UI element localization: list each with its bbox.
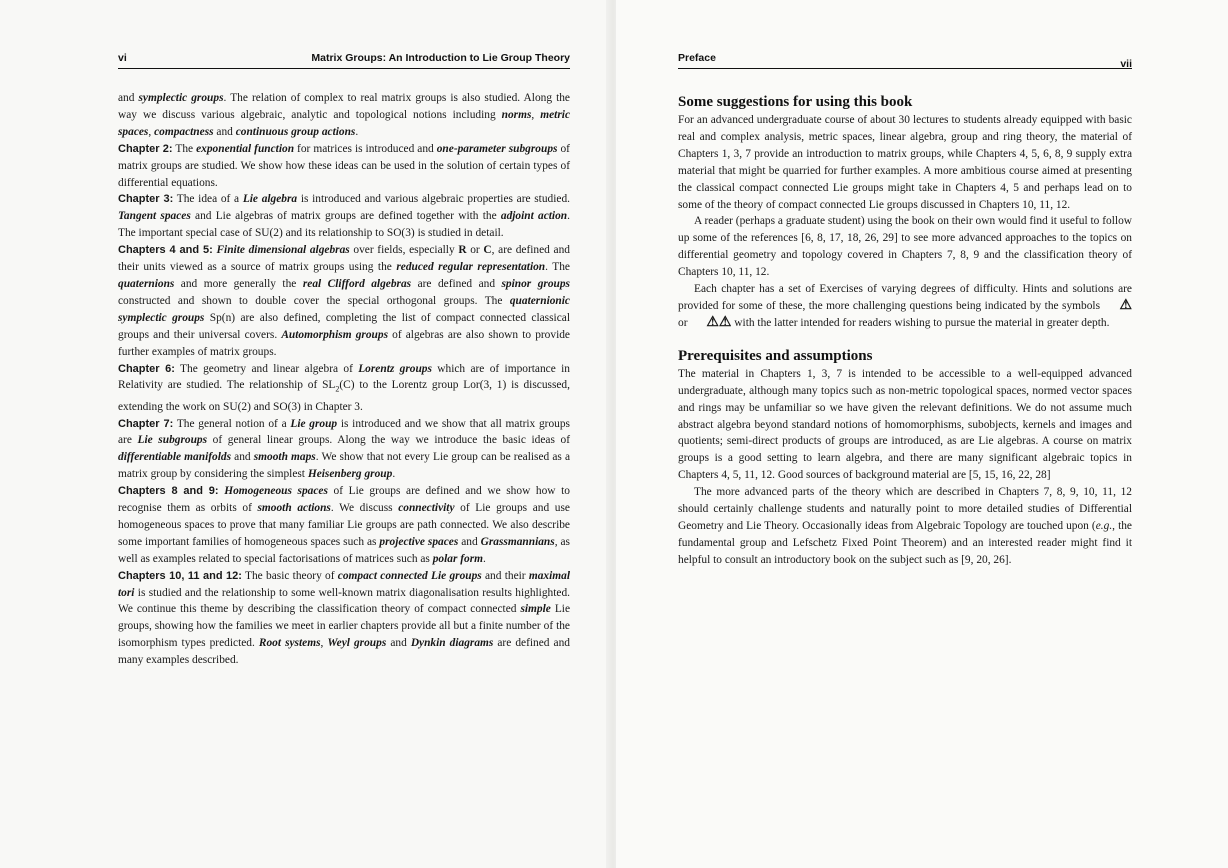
running-title-left: Matrix Groups: An Introduction to Lie Group Theory bbox=[311, 52, 570, 64]
paragraph: A reader (perhaps a graduate student) using the book on their own would find it useful to follow up some of the references [6, 8, 17, 18, 26, 29] to see more advanced approaches to the topics on differential geometry and topology covered in Chapters 7, 8, 9 and the classification theory of Chapters 10, 11, 12. bbox=[678, 215, 1132, 279]
paragraph: The more advanced parts of the theory which are described in Chapters 7, 8, 9, 10, 11, 12 should certainly challenge students and naturally point to more detailed studies of Differential Geometry and Lie Theory. Occasionally ideas from Algebraic Topology are touched upon (e.g., the fundamental group and Lefschetz Fixed Point Theorem) and an interested reader might find it helpful to consult an introductory book on the subject such as [9, 20, 26]. bbox=[678, 486, 1132, 566]
left-page bbox=[0, 0, 610, 868]
chapter-8-9-summary: Chapters 8 and 9: Homogeneous spaces of Lie groups are defined and we show how to recognise them as orbits of smooth actions. We discuss connectivity of Lie groups and use homogeneous spaces to prove that many familiar Lie groups are path connected. We also describe some important families of homogeneous spaces such as projective spaces and Grassmannians, as well as examples related to special factorisations of matrices such as polar form. bbox=[118, 485, 570, 565]
chapter-10-12-summary: Chapters 10, 11 and 12: The basic theory of compact connected Lie groups and their maximal tori is studied and the relationship to some well-known matrix diagonalisation results highlighted. We continue this theme by describing the classification theory of compact connected simple Lie groups, showing how the families we meet in earlier chapters provide all but a finite number of the isomorphism types predicted. Root systems, Weyl groups and Dynkin diagrams are defined and many examples described. bbox=[118, 569, 570, 667]
chapter-2-summary: Chapter 2: The exponential function for matrices is introduced and one-parameter subgroups of matrix groups are studied. We show how these ideas can be used in the solution of certain types of differential equations. bbox=[118, 142, 570, 189]
chapter-7-summary: Chapter 7: The general notion of a Lie group is introduced and we show that all matrix groups are Lie subgroups of general linear groups. Along the way we introduce the basic ideas of differentiable manifolds and smooth maps. We show that not every Lie group can be realised as a matrix group by considering the simplest Heisenberg group. bbox=[118, 417, 570, 481]
section-heading-prerequisites: Prerequisites and assumptions bbox=[678, 347, 873, 364]
paragraph: The material in Chapters 1, 3, 7 is intended to be accessible to a well-equipped advanced undergraduate, although many topics such as non-metric topological spaces, normed vector spaces and rings may be unfamiliar so we have given the relevant definitions. We do not assume much abstract algebra beyond standard notions of homomorphisms, subobjects, kernels and images and quotients; semi-direct products of groups are introduced, as are Lie algebras. A course on matrix groups is a good setting to learn algebra, and there are many significant algebraic topics in Chapters 4, 5, 11, 12. Good sources of background material are [5, 15, 16, 22, 28] bbox=[678, 367, 1132, 482]
paragraph: For an advanced undergraduate course of about 30 lectures to students already equipped with basic real and complex analysis, metric spaces, linear algebra, group and ring theory, the material of Chapters 1, 3, 7 provide an introduction to matrix groups, while Chapters 4, 5, 6, 8, 9 supply extra material that might be quarried for further examples. A more ambitious course aimed at presenting the classical compact connected Lie groups might take in Chapters 4, 5 and perhaps lead on to some of the theory of compact connected Lie groups discussed in Chapters 10, 11, 12. bbox=[678, 114, 1132, 211]
header-rule-right bbox=[678, 68, 1132, 69]
chapter-4-5-summary: Chapters 4 and 5: Finite dimensional algebras over fields, especially R or C, are defined and their units viewed as a source of matrix groups using the reduced regular representation. The quaternions and more generally the real Clifford algebras are defined and spinor groups constructed and shown to double cover the special orthogonal groups. The quaternionic symplectic groups Sp(n) are also defined, completing the list of compact connected classical groups and their universal covers. Automorphism groups of algebras are also shown to provide further examples of matrix groups. bbox=[118, 244, 570, 358]
chapter-6-summary: Chapter 6: The geometry and linear algebra of Lorentz groups which are of importance in Relativity are studied. The relationship of $SL_2(C)$ to the Lorentz group Lor(3, 1) is discussed, extending the work on SU(2) and SO(3) in Chapter 3. bbox=[118, 362, 570, 413]
warning-triangle-icon: ⚠ bbox=[1119, 297, 1132, 313]
double-warning-triangle-icon: ⚠⚠ bbox=[706, 314, 732, 330]
right-page bbox=[616, 0, 1228, 868]
paragraph: Each chapter has a set of Exercises of varying degrees of difficulty. Hints and solutions are provided for some of these, the more challenging questions being indicated by the symbols ⚠ or ⚠⚠ with the latter intended for readers wishing to pursue the material in greater depth. bbox=[678, 283, 1132, 330]
section-heading-suggestions: Some suggestions for using this book bbox=[678, 94, 913, 110]
running-title-right: Preface bbox=[678, 52, 716, 64]
chapter-3-summary: Chapter 3: The idea of a Lie algebra is introduced and various algebraic properties are studied. Tangent spaces and Lie algebras of matrix groups are defined together with the adjoint action. The important special case of SU(2) and its relationship to SO(3) is studied in detail. bbox=[118, 193, 570, 240]
page-number-right: vii bbox=[1120, 58, 1132, 70]
left-body-text bbox=[118, 90, 570, 669]
right-body-text bbox=[678, 92, 1132, 569]
page-number-left: vi bbox=[118, 52, 127, 64]
header-rule-left bbox=[118, 68, 570, 69]
paragraph: and symplectic groups. The relation of complex to real matrix groups is also studied. Along the way we discuss various algebraic, analytic and topological notions including norms, metric spaces, compactness and continuous group actions. bbox=[118, 92, 570, 138]
